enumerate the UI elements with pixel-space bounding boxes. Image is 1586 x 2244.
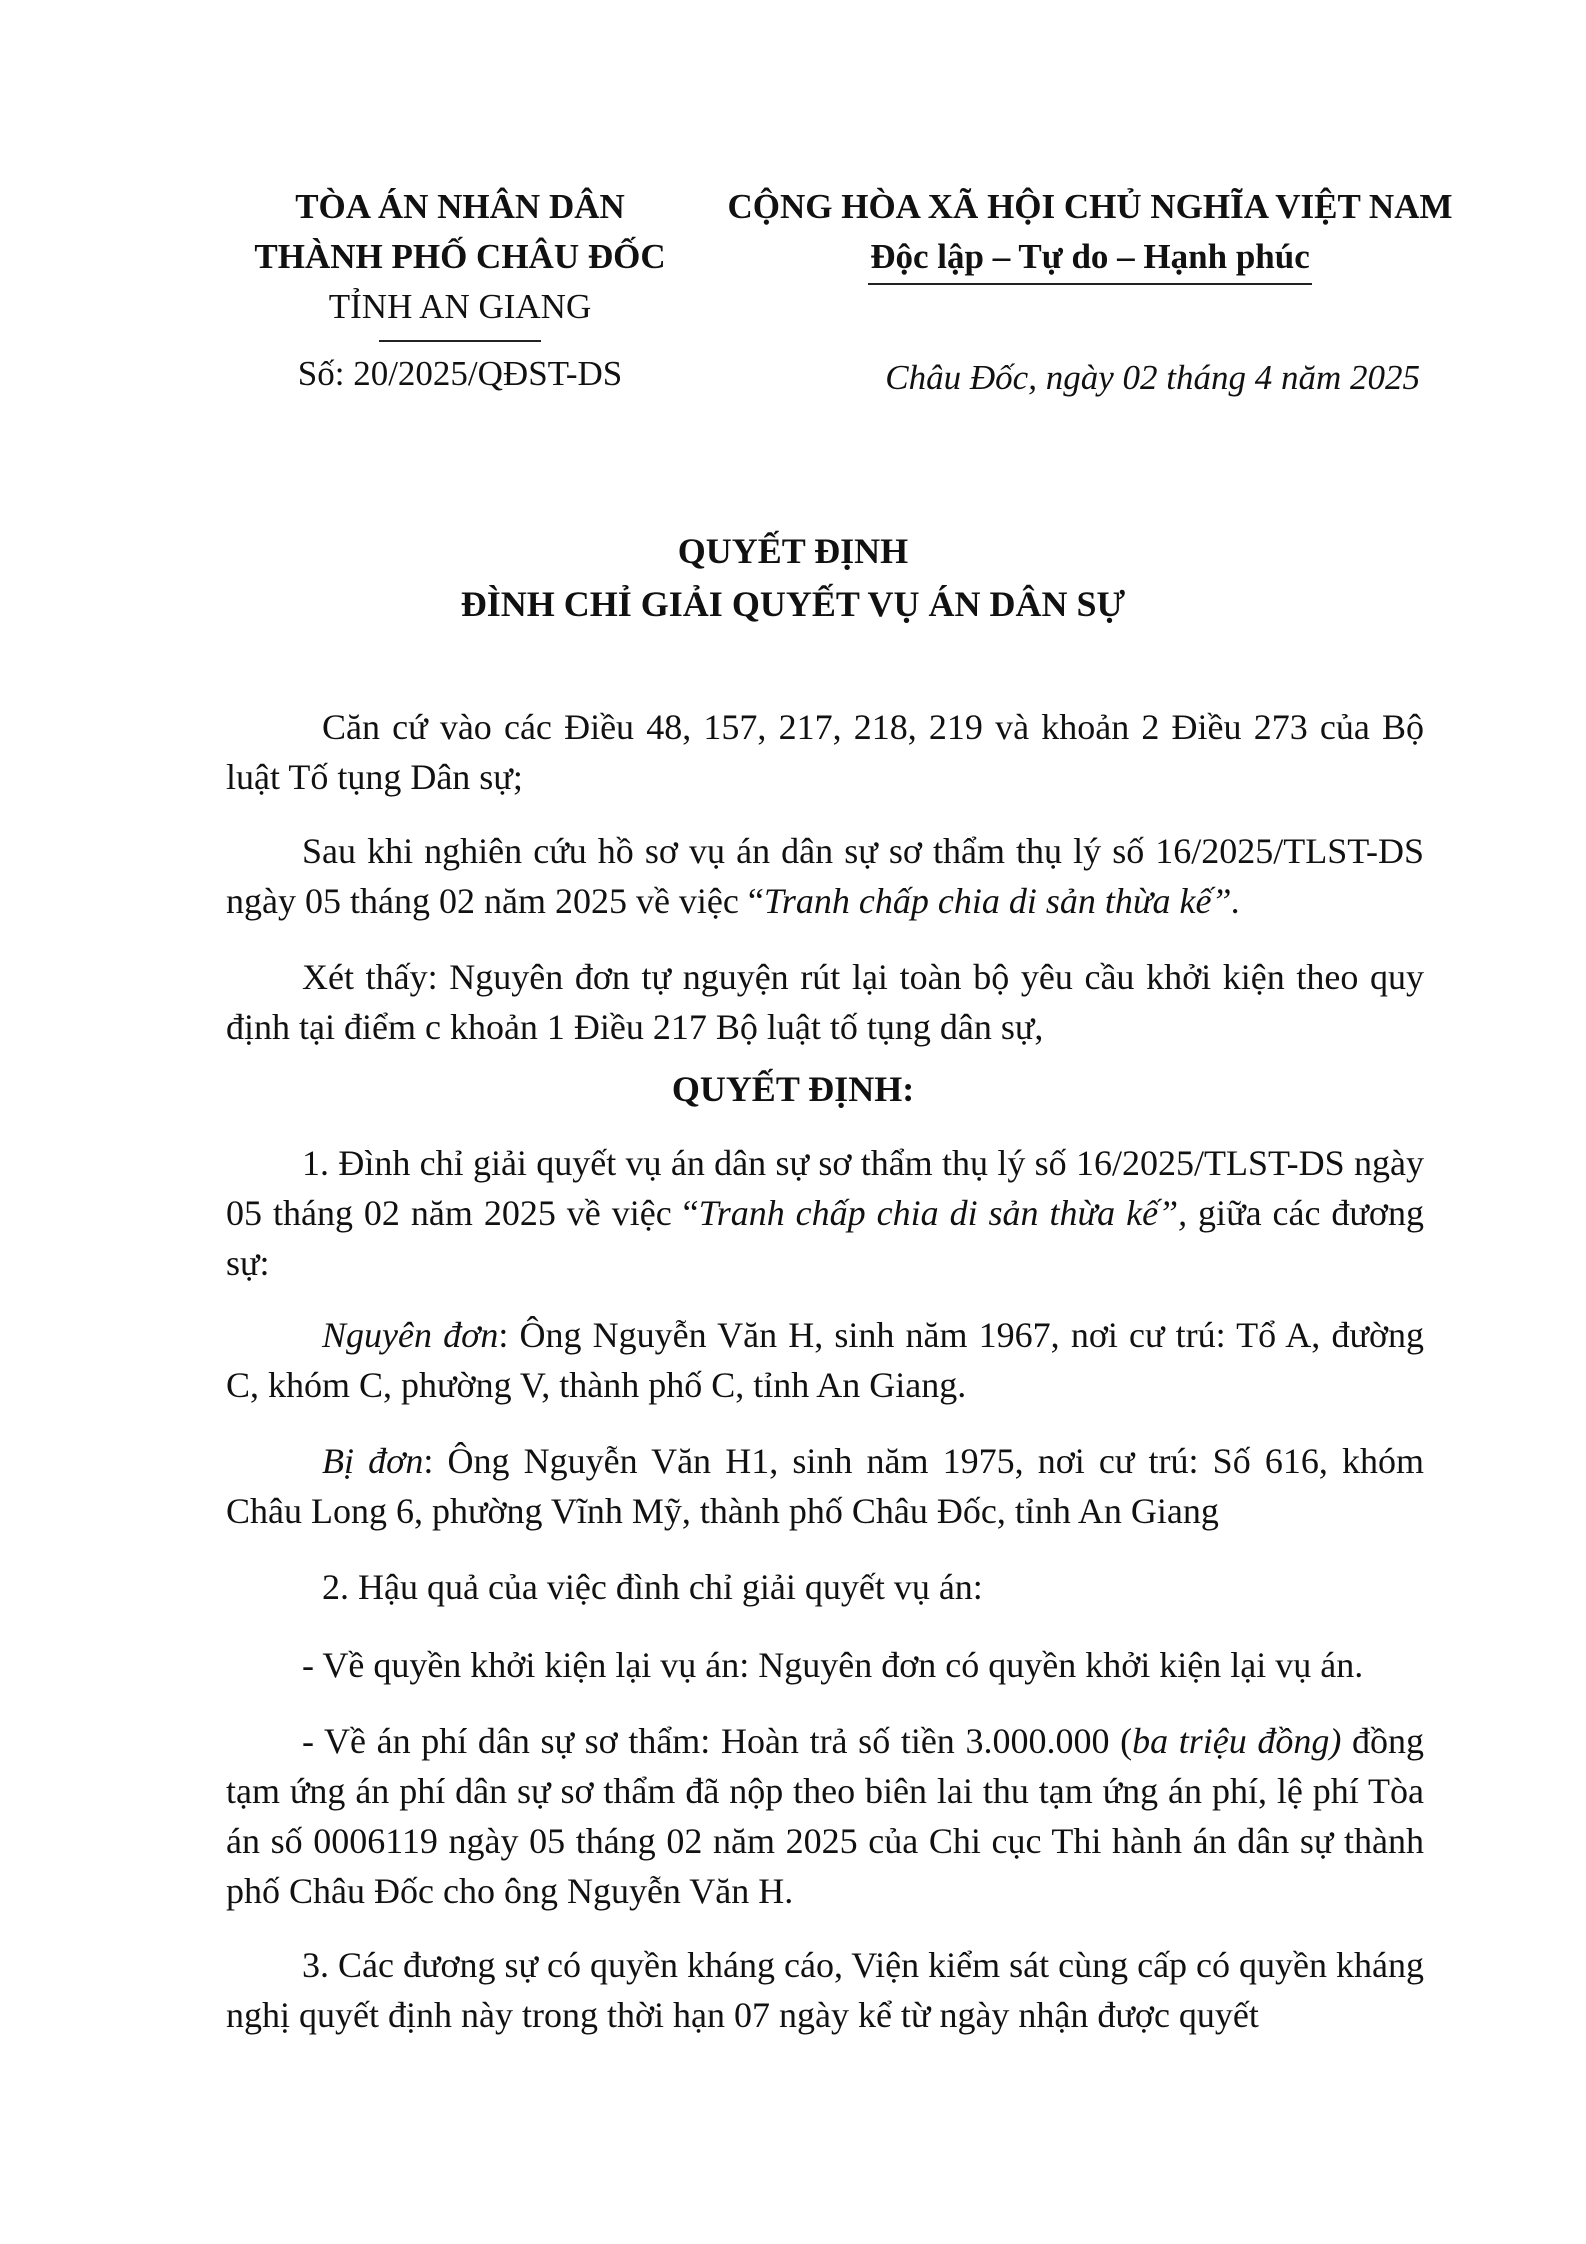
court-header — [190, 182, 730, 342]
paragraph-case-review — [226, 826, 1424, 926]
country-name: CỘNG HÒA XÃ HỘI CHỦ NGHĨA VIỆT NAM — [727, 187, 1453, 226]
decision-heading: QUYẾT ĐỊNH: — [671, 1069, 915, 1109]
decision-1-tail: giữa các đương sự: — [226, 1193, 1424, 1283]
document-title: QUYẾT ĐỊNH — [677, 531, 909, 571]
case-subject: Tranh chấp chia di sản thừa kế”. — [763, 881, 1241, 921]
case-review-text: Sau khi nghiên cứu hồ sơ vụ án dân sự sơ thẩm thụ lý số 16/2025/TLST-DS ngày 05 tháng 02 năm 2025 về việc “ — [226, 831, 1424, 921]
paragraph-defendant — [226, 1436, 1424, 1536]
paragraph-considering: Xét thấy: Nguyên đơn tự nguyện rút lại toàn bộ yêu cầu khởi kiện theo quy định tại điểm c khoản 1 Điều 217 Bộ luật tố tụng dân sự, — [226, 957, 1424, 1047]
decision-1-text: 1. Đình chỉ giải quyết vụ án dân sự sơ thẩm thụ lý số 16/2025/TLST-DS ngày 05 tháng 02 năm 2025 về việc “ — [226, 1143, 1424, 1233]
paragraph-decision-1 — [226, 1138, 1424, 1288]
paragraph-plaintiff — [226, 1310, 1424, 1410]
court-province: TỈNH AN GIANG — [328, 287, 592, 326]
document-subtitle: ĐÌNH CHỈ GIẢI QUYẾT VỤ ÁN DÂN SỰ — [460, 584, 1126, 624]
court-fee-words: ba triệu đồng) — [1132, 1721, 1342, 1761]
document-number: Số: 20/2025/QĐST-DS — [297, 354, 623, 393]
defendant-label: Bị đơn — [322, 1441, 424, 1481]
paragraph-consequences: 2. Hậu quả của việc đình chỉ giải quyết vụ án: — [322, 1567, 983, 1607]
plaintiff-label: Nguyên đơn — [322, 1315, 499, 1355]
court-fee-tail: đồng tạm ứng án phí dân sự sơ thẩm đã nộp theo biên lai thu tạm ứng án phí, lệ phí Tòa án số 0006119 ngày 05 tháng 02 năm 2025 của Chi cục Thi hành án dân sự thành phố Châu Đốc cho ông Nguyễn Văn H. — [226, 1721, 1424, 1911]
plaintiff-text: : Ông Nguyễn Văn H, sinh năm 1967, nơi cư trú: Tổ A, đường C, khóm C, phường V, thành phố C, tỉnh An Giang. — [226, 1315, 1425, 1405]
paragraph-court-fee — [226, 1716, 1424, 1916]
place-date: Châu Đốc, ngày 02 tháng 4 năm 2025 — [885, 358, 1420, 397]
decision-1-subject: Tranh chấp chia di sản thừa kế”, — [698, 1193, 1188, 1233]
header-divider-left — [379, 340, 541, 342]
court-name-line1: TÒA ÁN NHÂN DÂN — [295, 187, 625, 226]
court-fee-text: - Về án phí dân sự sơ thẩm: Hoàn trả số tiền 3.000.000 ( — [302, 1721, 1133, 1761]
defendant-text: : Ông Nguyễn Văn H1, sinh năm 1975, nơi cư trú: Số 616, khóm Châu Long 6, phường Vĩnh Mỹ, thành phố Châu Đốc, tỉnh An Giang — [226, 1441, 1424, 1531]
national-motto: Độc lập – Tự do – Hạnh phúc — [868, 235, 1312, 285]
paragraph-legal-basis: Căn cứ vào các Điều 48, 157, 217, 218, 219 và khoản 2 Điều 273 của Bộ luật Tố tụng Dân sự; — [226, 707, 1424, 797]
paragraph-appeal-right: 3. Các đương sự có quyền kháng cáo, Viện kiểm sát cùng cấp có quyền kháng nghị quyết định này trong thời hạn 07 ngày kể từ ngày nhận được quyết — [226, 1945, 1424, 2035]
national-header — [660, 182, 1520, 285]
court-name-line2: THÀNH PHỐ CHÂU ĐỐC — [254, 237, 666, 276]
paragraph-right-to-sue: - Về quyền khởi kiện lại vụ án: Nguyên đơn có quyền khởi kiện lại vụ án. — [302, 1645, 1364, 1685]
